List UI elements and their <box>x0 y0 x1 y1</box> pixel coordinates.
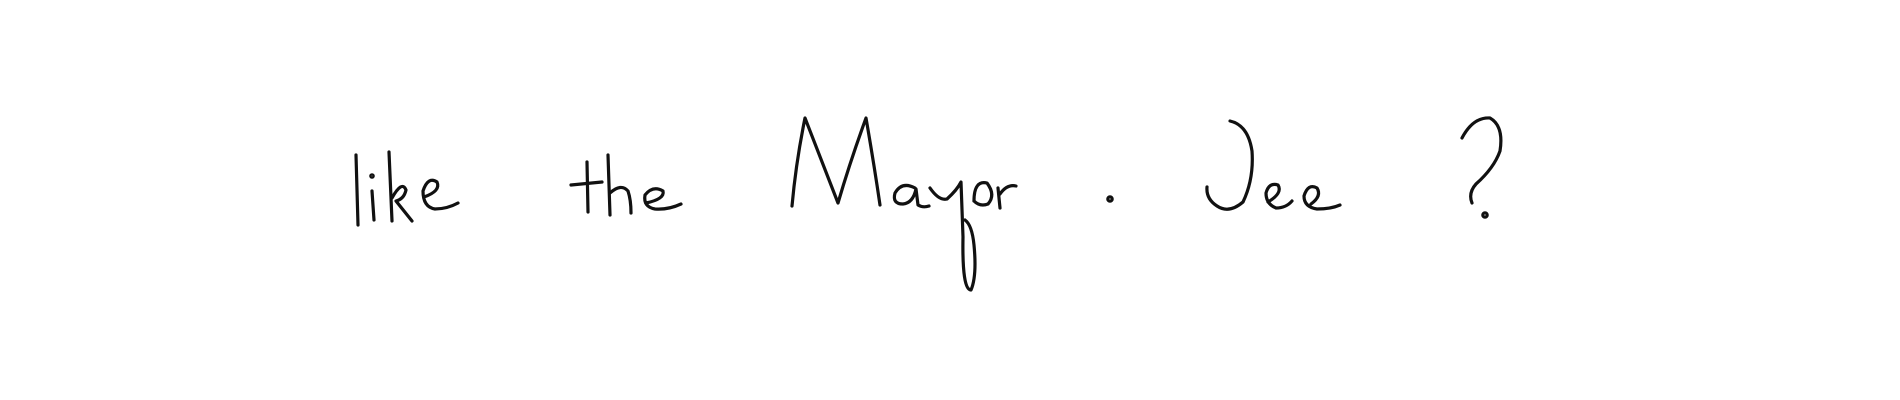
word-major <box>792 118 1112 290</box>
word-see <box>1207 118 1501 217</box>
word-the <box>571 155 681 215</box>
word-like <box>356 152 458 225</box>
